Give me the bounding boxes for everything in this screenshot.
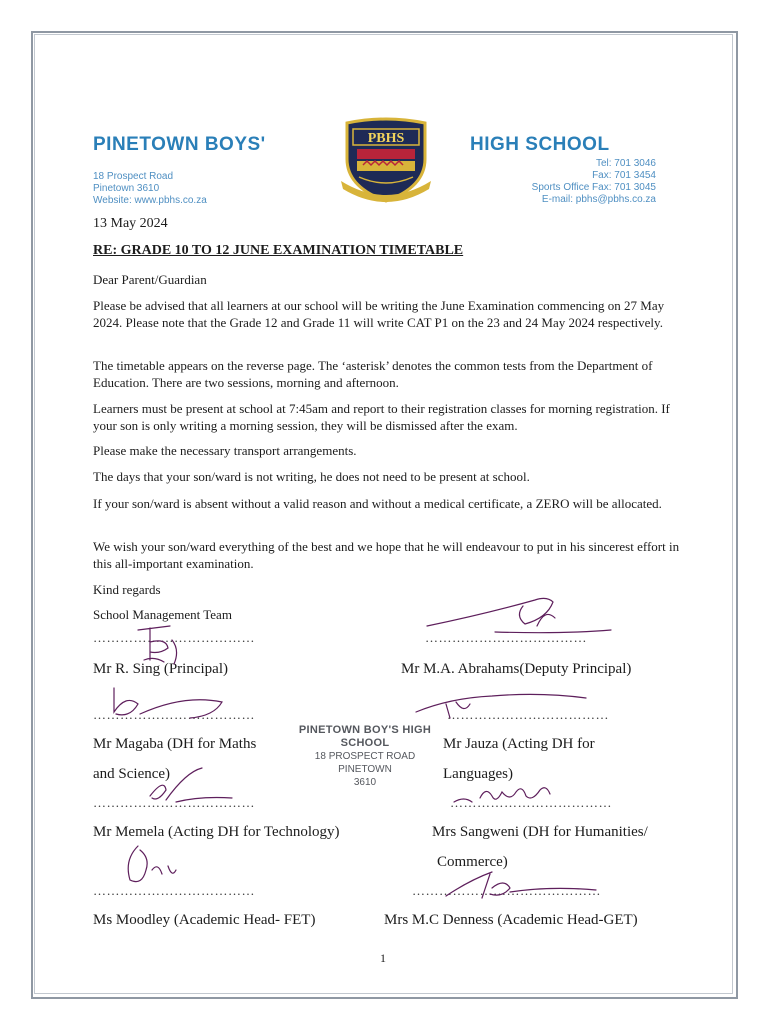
contact-line: E-mail: pbhs@pbhs.co.za <box>541 194 656 205</box>
signature-abrahams <box>425 588 615 640</box>
signature-line: ……………………………… <box>450 795 612 810</box>
paragraph: The timetable appears on the reverse page. The ‘asterisk’ denotes the common tests from the Department of Education. There are two sessions, morning and afternoon. <box>93 358 653 390</box>
closing: Kind regards <box>93 582 161 597</box>
signature-memela <box>140 768 236 808</box>
paragraph: We wish your son/ward everything of the best and we hope that he will endeavour to put in his sincerest effort in this all-important examination. <box>93 539 680 571</box>
page-number: 1 <box>380 951 386 965</box>
signature-line: ……………………………… <box>93 795 255 810</box>
letter-date: 13 May 2024 <box>93 216 168 231</box>
signature-denness <box>440 868 600 902</box>
stamp-line: 3610 <box>353 777 377 788</box>
signatory-denness: Mrs M.C Denness (Academic Head-GET) <box>384 912 638 928</box>
paragraph: Learners must be present at school at 7:45am and report to their registration classes for morning registration. If your son is only writing a morning session, they will be dismissed after the exam. <box>93 401 670 433</box>
school-stamp <box>280 724 450 789</box>
school-address <box>93 171 207 207</box>
contact-line: Sports Office Fax: 701 3045 <box>531 182 656 193</box>
signature-line: ……………………………… <box>93 883 255 898</box>
paragraph: The days that your son/ward is not writing, he does not need to be present at school. <box>93 469 530 484</box>
signatory-sangweni: Mrs Sangweni (DH for Humanities/ <box>432 824 648 840</box>
salutation: Dear Parent/Guardian <box>93 272 207 287</box>
signature-sangweni <box>450 778 554 808</box>
signature-line: …………………………………… <box>412 883 601 898</box>
address-line: Website: www.pbhs.co.za <box>93 195 207 206</box>
signatory-abrahams: Mr M.A. Abrahams(Deputy Principal) <box>401 661 632 677</box>
signatory-moodley: Ms Moodley (Academic Head- FET) <box>93 912 316 928</box>
signatory-sangweni-cont: Commerce) <box>437 854 508 870</box>
signatory-jauza-cont: Languages) <box>443 766 513 782</box>
stamp-line: PINETOWN <box>338 764 392 775</box>
signatory-magaba: Mr Magaba (DH for Maths <box>93 736 257 752</box>
signature-line: ……………………………… <box>93 630 255 645</box>
signatory-memela: Mr Memela (Acting DH for Technology) <box>93 824 340 840</box>
sender: School Management Team <box>93 607 232 622</box>
signatory-jauza: Mr Jauza (Acting DH for <box>443 736 595 752</box>
school-name-right: HIGH SCHOOL <box>470 134 610 155</box>
school-crest-logo <box>333 117 439 203</box>
contact-line: Tel: 701 3046 <box>595 158 656 169</box>
address-line: 18 Prospect Road <box>93 171 174 182</box>
signature-moodley <box>120 840 190 890</box>
signature-sing <box>130 620 190 670</box>
contact-line: Fax: 701 3454 <box>592 170 656 181</box>
signatory-magaba-cont: and Science) <box>93 766 171 782</box>
stamp-line: 18 PROSPECT ROAD <box>314 751 416 762</box>
paragraph: If your son/ward is absent without a valid reason and without a medical certificate, a ZERO will be allocated. <box>93 496 662 511</box>
signatory-sing: Mr R. Sing (Principal) <box>93 661 228 677</box>
address-line: Pinetown 3610 <box>93 183 160 194</box>
paragraph: Please make the necessary transport arrangements. <box>93 443 357 458</box>
signature-line: ……………………………… <box>447 707 609 722</box>
school-name-left: PINETOWN BOYS' <box>93 134 266 155</box>
signature-line: ……………………………… <box>93 707 255 722</box>
crest-text: PBHS <box>367 131 405 146</box>
signature-jauza <box>410 688 590 720</box>
school-contacts <box>460 158 656 206</box>
signature-magaba <box>104 684 228 724</box>
signature-line: ……………………………… <box>425 630 587 645</box>
paragraph: Please be advised that all learners at our school will be writing the June Examination commencing on 27 May 2024. Please note that the Grade 12 and Grade 11 will write CAT P1 on the 23 and 24 May 2024 respectively. <box>93 298 665 330</box>
stamp-line: PINETOWN BOY'S HIGH SCHOOL <box>298 724 432 749</box>
letter-subject: RE: GRADE 10 TO 12 JUNE EXAMINATION TIMETABLE <box>93 243 464 258</box>
